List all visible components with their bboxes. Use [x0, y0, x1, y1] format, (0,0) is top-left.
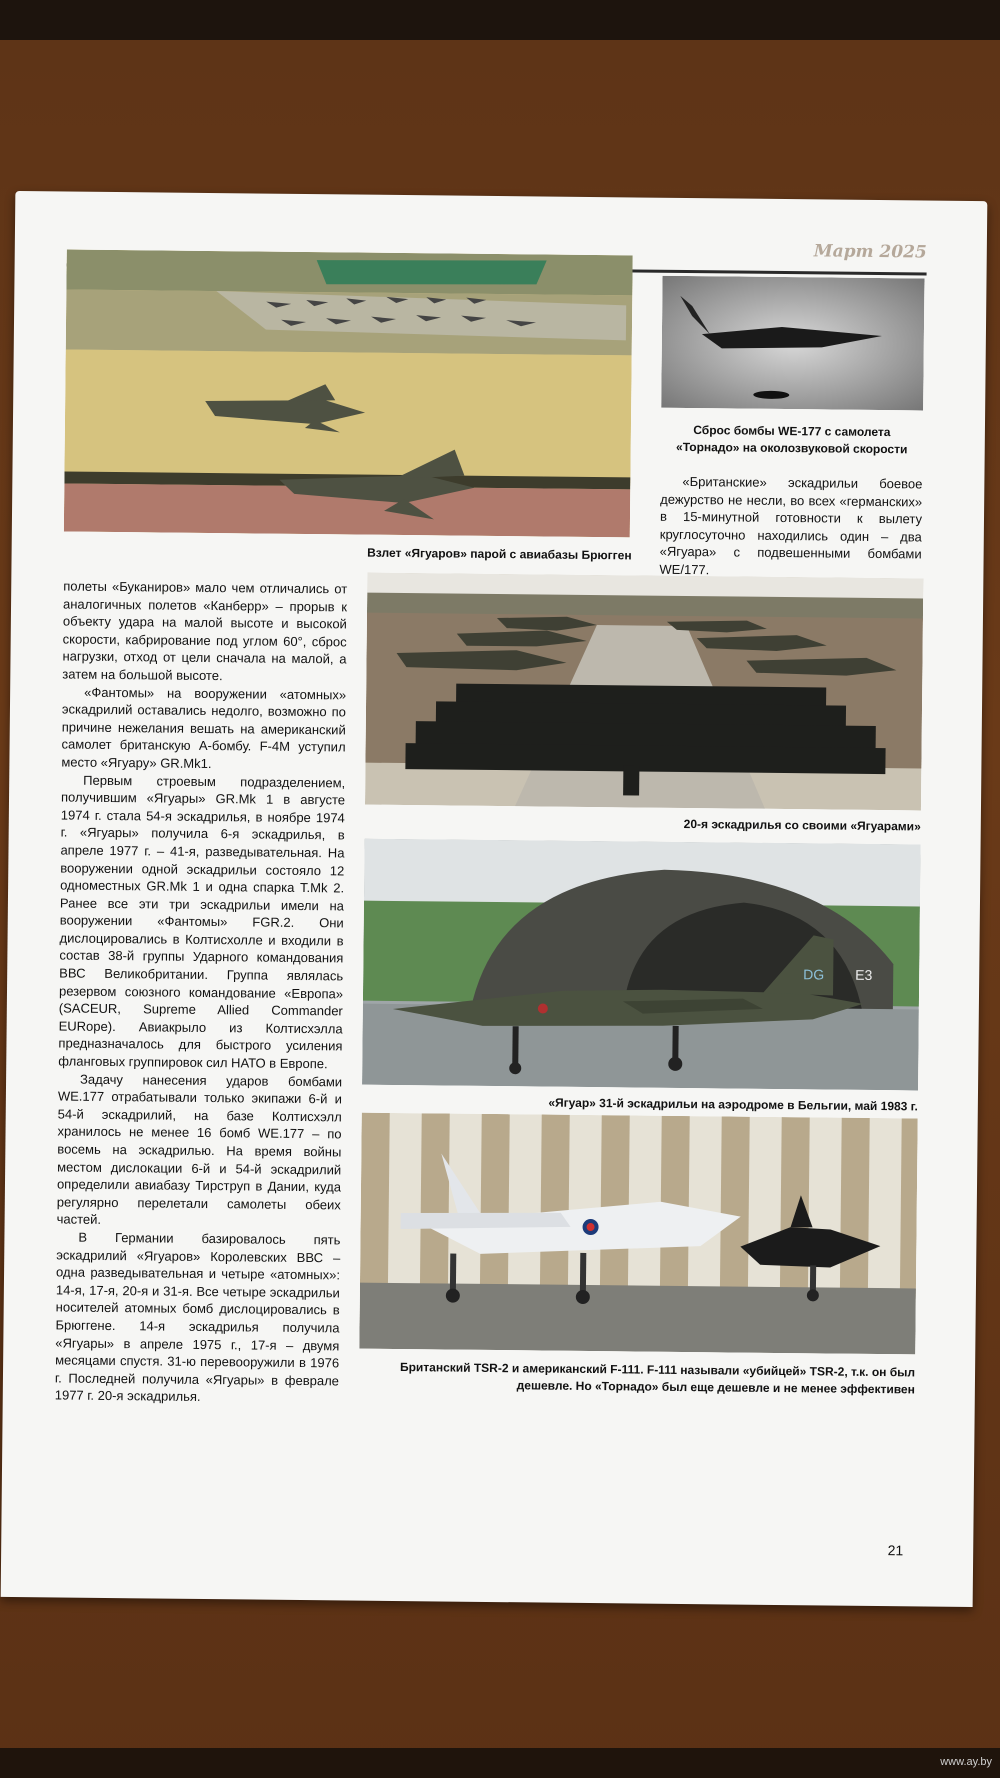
- left-text-column: [55, 577, 348, 1407]
- caption-tsr2-f111: Британский TSR-2 и американский F-111. F-111 называли «убийцей» TSR-2, т.к. он был дешевле. Но «Торнадо» был еще дешевле и не менее эффективен: [399, 1360, 916, 1397]
- paragraph-4: Задачу нанесения ударов бомбами WE.177 отрабатывали только экипажи 6-й и 54-й эскадрилий, на базе Колтисхэлл хранилось не менее 16 бомб WE.177 – по восемь на эскадрилью. На время войны местом дислокации 6-й и 54-й эскадрилий определили авиабазу Тирструп в Дании, куда регулярно перелетали самолеты обеих частей.: [56, 1071, 343, 1228]
- right-text-block: [659, 473, 922, 581]
- paragraph-2: «Фантомы» на вооружении «атомных» эскадрилий оставались недолго, возможно по причине нежелания вешать на американский самолет британскую А-бомбу. F-4M уступил место «Ягуару» GR.Mk1.: [61, 684, 347, 771]
- photo-jaguars-takeoff: [64, 249, 633, 537]
- right-text-paragraph: «Британские» эскадрильи боевое дежурство не несли, во всех «германских» в 15-минутной готовности к вылету круглосуточно находились один – два «Ягуара» с подвешенными бомбами WE/177.: [659, 473, 923, 578]
- photo-bomb-drop: [661, 276, 924, 411]
- caption-jaguars-takeoff: Взлет «Ягуаров» парой с авиабазы Брюгген: [367, 545, 632, 563]
- jaguars-takeoff-image: [64, 249, 633, 537]
- photo-jaguar31: [362, 839, 921, 1091]
- caption-squadron20: 20-я эскадрилья со своими «Ягуарами»: [683, 816, 921, 834]
- background-dark-bottom: [0, 1748, 1000, 1778]
- tsr2-f111-image: [359, 1113, 917, 1355]
- photo-squadron20: [365, 573, 923, 811]
- watermark: www.ay.by: [940, 1756, 992, 1768]
- paragraph-5: В Германии базировалось пять эскадрилий «Ягуаров» Королевских ВВС – одна разведывательная и четыре «атомных»: 14-я, 17-я, 20-я и 31-я. Все четыре эскадрильи носителей атомных бомб дислоцировались в Брюггене. 14-я эскадрилья получила «Ягуары» в апреле 1975 г., 17-я – двумя месяцами спустя. 31-ю перевооружили в 1976 г. Последней получила «Ягуары» в феврале 1977 г. 20-я эскадрилья.: [54, 1229, 341, 1405]
- photo-tsr2-f111: [359, 1113, 917, 1355]
- page-number: 21: [887, 1542, 904, 1559]
- caption-bomb-drop: Сброс бомбы WE-177 с самолета «Торнадо» на околозвуковой скорости: [675, 423, 908, 457]
- paragraph-1: полеты «Буканиров» мало чем отличались от аналогичных полетов «Канберр» – прорыв к объекту удара на малой высоте и высокой скорости, кабрирование под углом 60°, сброс нагрузки, отход от цели сначала на малой, а затем на большой высоте.: [62, 578, 348, 684]
- bomb-drop-image: [661, 276, 924, 411]
- squadron20-image: [365, 573, 923, 811]
- paragraph-3: Первым строевым подразделением, получившим «Ягуары» GR.Mk 1 в августе 1974 г. стала 54-я эскадрилья, в ноябре 1974 г. «Ягуары» получила 6-я эскадрилья, в апреле 1977 г. – 41-я, разведывательная. На вооружении одной эскадрильи состояло 12 одноместных GR.Mk 1 и одна спарка T.Mk 2. Ранее все эти три эскадрильи имели на вооружении «Фантомы» FGR.2. Они дислоцировались в Колтисхолле и входили в состав 38-й группы Ударного командования ВВС Великобритании. Группа являлась резервом союзного командование «Европа» (SACEUR, Supreme Allied Commander EURope). Авиакрыло из Колтисхэлла предназначалось для быстрого усиления фланговых группировок сил НАТО в Европе.: [58, 772, 346, 1072]
- jaguar31-image: [362, 839, 921, 1091]
- magazine-page: [1, 191, 988, 1607]
- header-date: Март 2025: [813, 241, 927, 263]
- jaguar-code-e3: E3: [855, 966, 873, 983]
- jaguar-tail-dg: DG: [803, 966, 825, 983]
- caption-jaguar31: «Ягуар» 31-й эскадрильи на аэродроме в Бельгии, май 1983 г.: [548, 1095, 918, 1114]
